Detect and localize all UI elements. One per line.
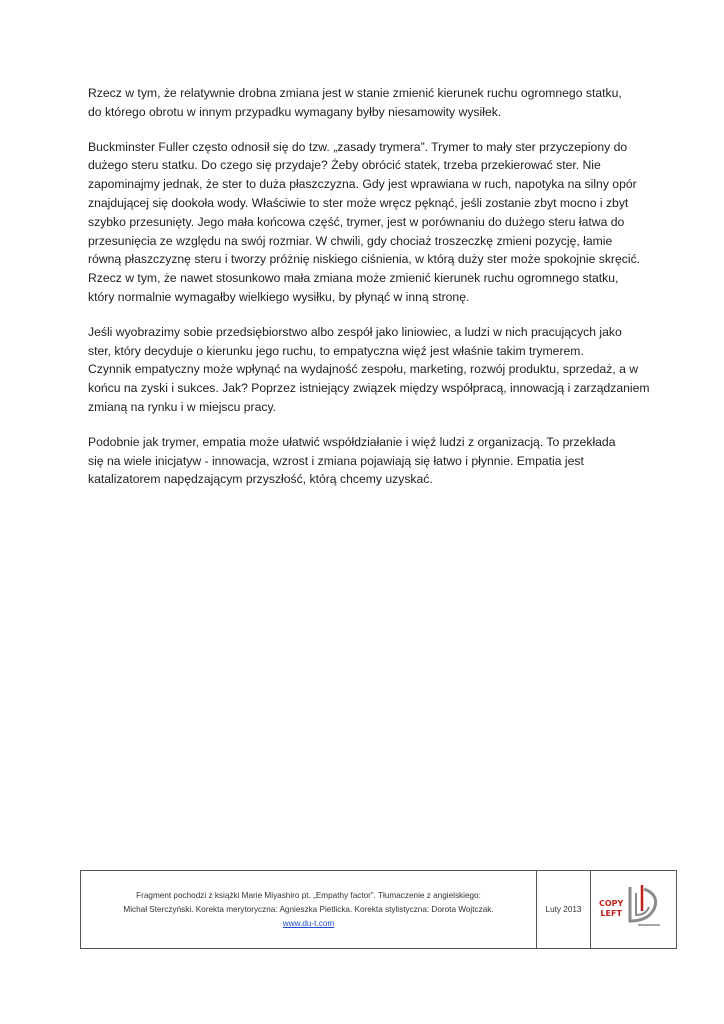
paragraph-4 <box>88 433 648 489</box>
paragraph-1 <box>88 84 648 122</box>
text-line: Jeśli wyobrazimy sobie przedsiębiorstwo albo zespół jako liniowiec, a ludzi w nich pracujących jako <box>88 324 622 339</box>
document-body <box>88 84 648 505</box>
text-line: Rzecz w tym, że relatywnie drobna zmiana jest w stanie zmienić kierunek ruchu ogromnego statku, <box>88 86 622 100</box>
paragraph-3 <box>88 323 648 417</box>
text-line: równą płaszczyznę steru i tworzy próżnię niskiego ciśnienia, w którą duży ster może spokojnie skręcić. <box>88 252 641 267</box>
copyleft-logo <box>591 871 676 948</box>
text-line: szybko przesunięty. Jego mała końcowa część, trymer, jest w porównaniu do dużego steru łatwa do <box>88 214 625 229</box>
text-line: się na wiele inicjatyw - innowacja, wzrost i zmiana pojawiają się łatwo i płynnie. Empatia jest <box>88 453 584 468</box>
text-line: końcu na zyski i sukces. Jak? Poprzez istniejący związek między współpracą, innowacją i zarządzaniem <box>88 381 650 396</box>
logo-text-left: LEFT <box>600 909 622 918</box>
text-line: katalizatorem napędzającym przyszłość, którą chcemy uzyskać. <box>88 472 433 487</box>
text-line: do którego obrotu w innym przypadku wymagany byłby niesamowity wysiłek. <box>88 104 502 119</box>
website-link[interactable]: www.du-t.com <box>282 918 335 928</box>
dut-logo-icon <box>626 881 666 931</box>
footer-date: Luty 2013 <box>537 871 591 948</box>
footer-credits-line: Fragment pochodzi z książki Marie Miyashiro pt. „Empathy factor”. Tłumaczenie z angielskiego: <box>136 890 481 900</box>
text-line: przesunięcia ze względu na swój rozmiar. W chwili, gdy chociaż troszeczkę zmieni pozycję, łamie <box>88 233 613 248</box>
text-line: zapominajmy jednak, że ster to duża płaszczyzna. Gdy jest wprawiana w ruch, napotyka na silny opór <box>88 177 637 192</box>
text-line: Rzecz w tym, że nawet stosunkowo mała zmiana może zmienić kierunek ruchu ogromnego statku, <box>88 271 619 286</box>
footer-credits-line: Michał Sterczyński. Korekta merytoryczna: Agnieszka Pietlicka. Korekta stylistyczna: Dorota Wojtczak. <box>123 904 494 914</box>
text-line: Czynnik empatyczny może wpłynąć na wydajność zespołu, marketing, rozwój produktu, sprzedaż, a w <box>88 362 639 377</box>
text-line: zmianą na rynku i w miejscu pracy. <box>88 399 277 414</box>
logo-text-copy: COPY <box>599 899 624 908</box>
text-line: Podobnie jak trymer, empatia może ułatwić współdziałanie i więź ludzi z organizacją. To przekłada <box>88 434 616 449</box>
text-line: ster, który decyduje o kierunku jego ruchu, to empatyczna więź jest właśnie takim trymerem. <box>88 343 584 358</box>
text-line: znajdującej się dookoła wody. Właściwie to ster może wręcz pęknąć, jeśli zostanie zbyt mocno i zbyt <box>88 195 629 210</box>
text-line: który normalnie wymagałby wielkiego wysiłku, by płynąć w inną stronę. <box>88 289 470 304</box>
page-footer <box>80 870 677 949</box>
footer-credits <box>81 871 537 948</box>
logo-wordmark <box>599 899 623 919</box>
paragraph-2 <box>88 138 648 307</box>
text-line: Buckminster Fuller często odnosił się do tzw. „zasady trymera”. Trymer to mały ster przyczepiony do <box>88 139 628 154</box>
text-line: dużego steru statku. Do czego się przydaje? Żeby obrócić statek, trzeba przekierować ster. Nie <box>88 158 601 173</box>
